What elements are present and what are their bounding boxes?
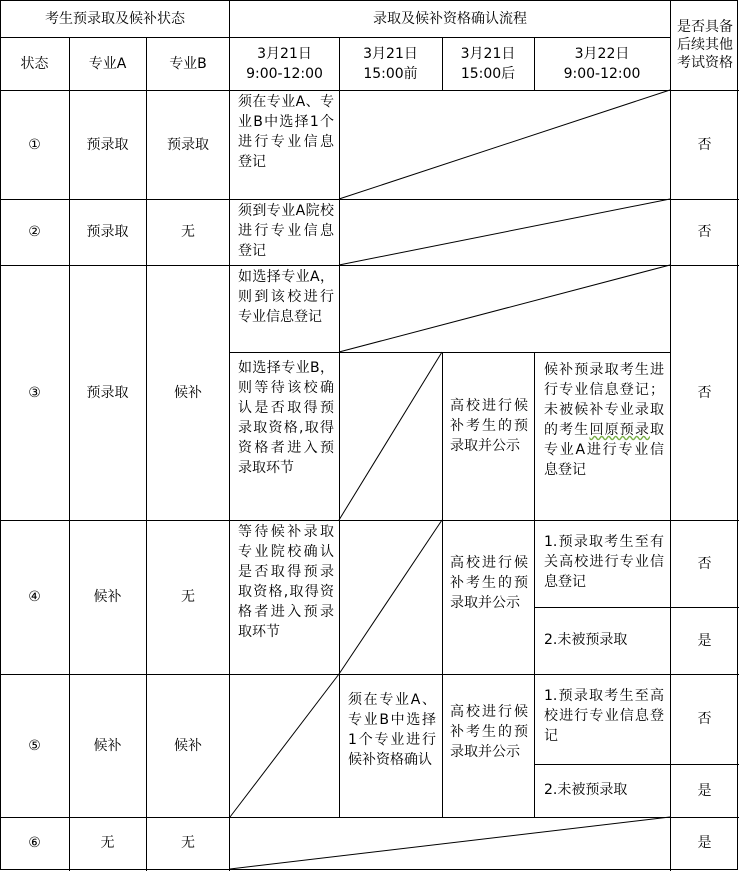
header-time-1-date: 3月21日 xyxy=(257,46,312,62)
header-time-4-time: 9:00-12:00 xyxy=(563,66,641,82)
row-1-major-b: 预录取 xyxy=(167,136,209,153)
header-time-1-time: 9:00-12:00 xyxy=(246,66,323,82)
row-5-status: ⑤ xyxy=(28,737,41,754)
row-2-step1: 须到专业A院校进行专业信息登记 xyxy=(238,203,334,259)
row-5-step3: 高校进行候补考生的预录取并公示 xyxy=(450,704,528,760)
header-col-major-b: 专业B xyxy=(169,55,207,72)
row-3-step4 xyxy=(544,360,664,480)
row-1-major-a: 预录取 xyxy=(86,136,129,153)
row-3-major-b: 候补 xyxy=(174,384,202,401)
header-eligibility: 是否具备后续其他考试资格 xyxy=(677,19,733,71)
row-3-eligible: 否 xyxy=(697,384,712,401)
row-4-step1: 等待候补录取专业院校确认是否取得预录取资格,取得资格者进入预录取环节 xyxy=(238,524,334,640)
header-status-group: 考生预录取及候补状态 xyxy=(45,10,185,27)
row-3-step1a: 如选择专业A，则到该校进行专业信息登记 xyxy=(238,269,334,325)
header-time-3-time: 15:00后 xyxy=(460,66,516,82)
header-time-4 xyxy=(534,40,670,88)
row-4-eligible-a: 否 xyxy=(697,555,712,572)
row-4-eligible-b: 是 xyxy=(697,632,712,649)
row-2-eligible: 否 xyxy=(697,224,712,240)
row-5-major-a: 候补 xyxy=(93,737,122,754)
row-2-major-b: 无 xyxy=(181,224,195,240)
row-3-status: ③ xyxy=(28,384,41,401)
row-5-major-b: 候补 xyxy=(174,737,202,754)
row-4-status: ④ xyxy=(28,589,41,605)
row-3-step4-marked: 回原预录 xyxy=(589,422,651,438)
row-6-major-b: 无 xyxy=(181,835,195,851)
header-time-1 xyxy=(230,40,339,88)
row-4-step4a: 1.预录取考生至有关高校进行专业信息登记 xyxy=(544,534,664,590)
row-4-step3: 高校进行候补考生的预录取并公示 xyxy=(450,555,528,611)
row-5-eligible-a: 否 xyxy=(697,711,712,727)
row-2-status: ② xyxy=(28,224,41,240)
header-time-2 xyxy=(339,40,442,88)
row-2-major-a: 预录取 xyxy=(86,224,129,240)
row-4-major-b: 无 xyxy=(181,589,195,605)
row-3-step3: 高校进行候补考生的预录取并公示 xyxy=(450,398,528,454)
row-3-step4-tail: 取专业A进行专业信息登记 xyxy=(544,422,665,478)
header-process-group: 录取及候补资格确认流程 xyxy=(373,10,527,27)
row-5-step4a: 1.预录取考生至高校进行专业信息登记 xyxy=(544,688,664,744)
header-col-status: 状态 xyxy=(20,55,49,72)
header-time-4-date: 3月22日 xyxy=(574,46,630,62)
row-4-major-a: 候补 xyxy=(93,589,122,605)
row-1-eligible: 否 xyxy=(697,136,712,153)
row-3-step1b: 如选择专业B，则等待该校确认是否取得预录取资格,取得资格者进入预录取环节 xyxy=(238,360,334,476)
row-4-step4b: 2.未被预录取 xyxy=(544,632,628,648)
header-col-major-a: 专业A xyxy=(88,55,127,72)
row-5-step2: 须在专业A、专业B中选择1个专业进行候补资格确认 xyxy=(348,692,436,768)
row-1-status: ① xyxy=(28,136,41,153)
row-1-step1: 须在专业A、专业B中选择1个进行专业信息登记 xyxy=(238,94,334,170)
row-3-major-a: 预录取 xyxy=(86,384,129,401)
row-5-step4b: 2.未被预录取 xyxy=(544,782,628,798)
header-time-2-date: 3月21日 xyxy=(363,46,418,62)
row-6-eligible: 是 xyxy=(697,835,712,851)
header-time-3-date: 3月21日 xyxy=(460,46,516,62)
row-6-major-a: 无 xyxy=(100,835,115,851)
header-time-2-time: 15:00前 xyxy=(363,66,418,82)
row-6-status: ⑥ xyxy=(28,835,41,851)
row-5-eligible-b: 是 xyxy=(697,782,712,799)
row-3-step4-text: 候补预录取考生进行专业信息登记；未被候补专业录取的考生 xyxy=(544,362,664,438)
header-time-3 xyxy=(442,40,534,88)
